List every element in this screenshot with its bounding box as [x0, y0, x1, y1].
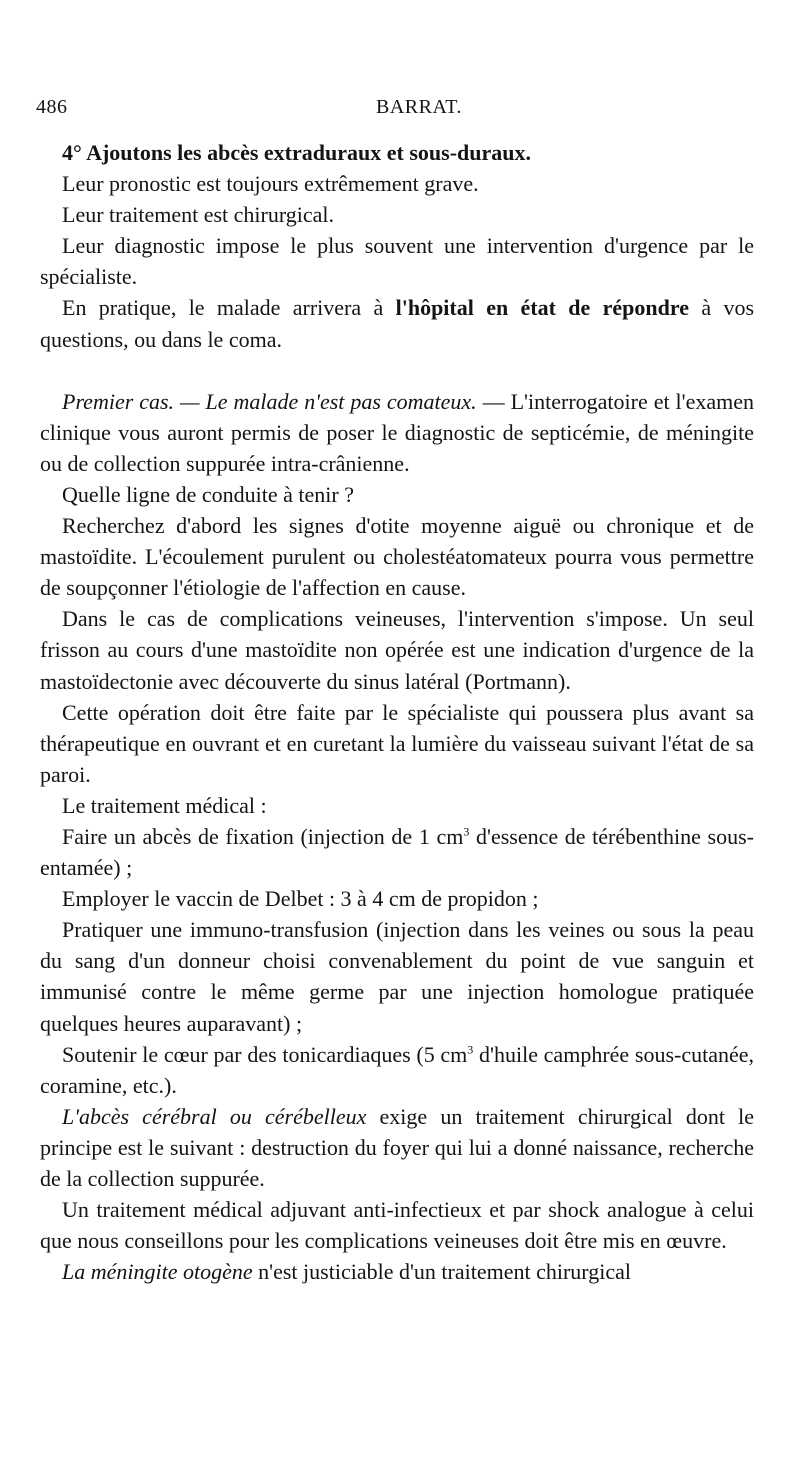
paragraph: Cette opération doit être faite par le spécialiste qui poussera plus avant sa thérapeutique en ouvrant et en curetant la lumière du vaisseau suivant l'état de sa paroi. [40, 699, 754, 787]
paragraph: L'abcès cérébral ou cérébelleux exige un traitement chirurgical dont le principe est le suivant : destruction du foyer qui lui a donné naissance, recherche de la collection suppurée. [40, 1103, 754, 1191]
paragraph: Dans le cas de complications veineuses, l'intervention s'impose. Un seul frisson au cours d'une mastoïdite non opérée est une indication d'urgence de la mastoïdectonie avec découverte du sinus latéral (Portmann). [40, 606, 754, 694]
paragraph: Soutenir le cœur par des tonicardiaques (5 $cm^3$ d'huile camphrée sous-cutanée, coramine, etc.). [40, 1041, 754, 1098]
section-heading: Premier cas. — Le malade n'est pas comateux. [62, 388, 477, 414]
paragraph: En pratique, le malade arrivera à l'hôpital en état de répondre à vos questions, ou dans le coma. [40, 295, 755, 352]
paragraph: Un traitement médical adjuvant anti-infectieux et par shock analogue à celui que nous conseillons pour les complications veineuses doit être mis en œuvre. [40, 1197, 754, 1254]
paragraph: Leur traitement est chirurgical. [62, 202, 335, 228]
paragraph: La méningite otogène n'est justiciable d'un traitement chirurgical [62, 1259, 631, 1285]
paragraph: Leur diagnostic impose le plus souvent une intervention d'urgence par le spécialiste. [40, 233, 754, 290]
page-number: 486 [36, 96, 68, 118]
paragraph: Quelle ligne de conduite à tenir ? [62, 481, 354, 507]
paragraph: Leur pronostic est toujours extrêmement grave. [62, 171, 479, 197]
paragraph: Le traitement médical : [62, 792, 267, 818]
paragraph: 4° Ajoutons les abcès extraduraux et sous-duraux. [62, 140, 531, 165]
paragraph: Employer le vaccin de Delbet : 3 à 4 cm de propidon ; [62, 886, 539, 912]
page-header [36, 96, 758, 126]
paragraph: Faire un abcès de fixation (injection de 1 $cm^3$ d'essence de térébenthine sous-entamée) ; [40, 823, 754, 881]
paragraph: Recherchez d'abord les signes d'otite moyenne aiguë ou chronique et de mastoïdite. L'écoulement purulent ou cholestéatomateux pourra vous permettre de soupçonner l'étiologie de l'affection en cause. [40, 513, 754, 601]
paragraph: Pratiquer une immuno-transfusion (injection dans les veines ou sous la peau du sang d'un donneur choisi convenablement du point de vue sanguin et immunisé contre le même germe par une injection homologue pratiquée quelques heures auparavant) ; [40, 917, 754, 1036]
body-text [40, 137, 754, 1287]
running-title: BARRAT. [376, 96, 462, 118]
paragraph: Premier cas. — Le malade n'est pas comateux. — L'interrogatoire et l'examen clinique vous auront permis de poser le diagnostic de septicémie, de méningite ou de collection suppurée intra-crânienne. [40, 388, 755, 476]
